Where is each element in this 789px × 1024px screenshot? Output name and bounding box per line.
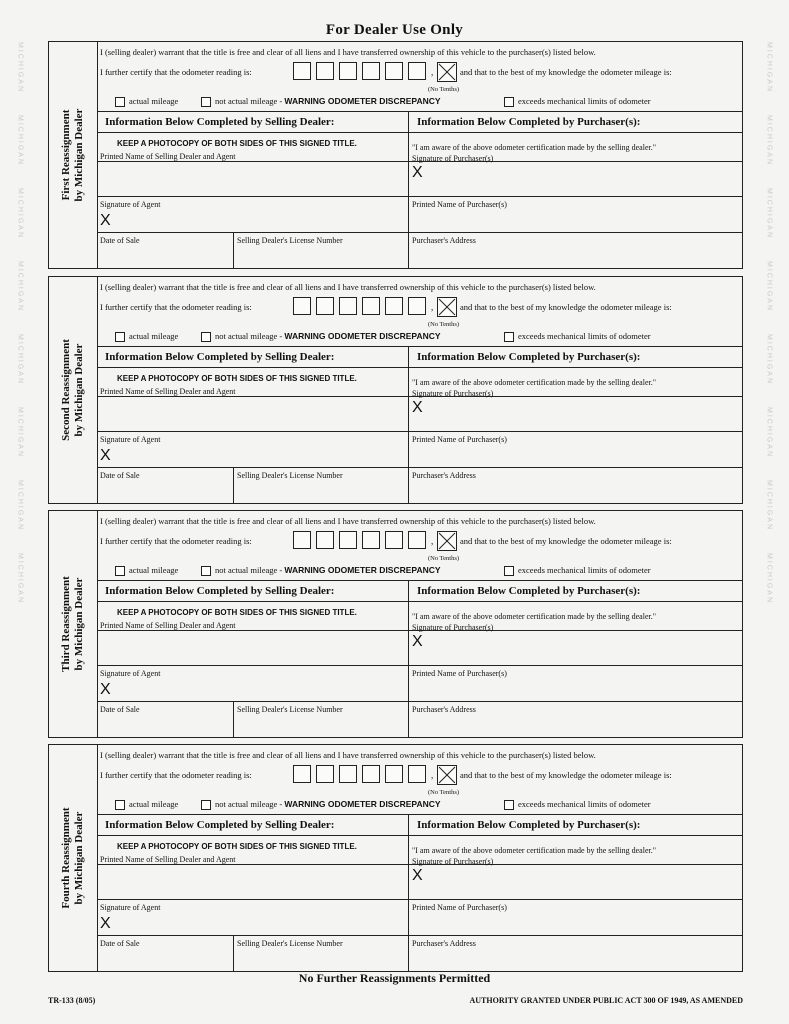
agent-signature-x: X xyxy=(100,915,111,932)
cross-icon xyxy=(438,63,456,81)
signature-purchaser-label: Signature of Purchaser(s) xyxy=(412,389,494,398)
odometer-digit-box[interactable] xyxy=(339,531,357,549)
form-number: TR-133 (8/05) xyxy=(48,996,96,1005)
license-number-label: Selling Dealer's License Number xyxy=(237,471,343,480)
odometer-digit-box[interactable] xyxy=(316,765,334,783)
odometer-label: I further certify that the odometer reading is: xyxy=(100,302,252,312)
purchaser-awareness-statement: "I am aware of the above odometer certification made by the selling dealer." xyxy=(412,378,656,387)
printed-name-dealer-label: Printed Name of Selling Dealer and Agent xyxy=(100,387,236,396)
signature-agent-label: Signature of Agent xyxy=(100,903,161,912)
odometer-statement-end: and that to the best of my knowledge the odometer mileage is: xyxy=(460,302,672,312)
info-grid xyxy=(97,814,742,971)
authority-statement: AUTHORITY GRANTED UNDER PUBLIC ACT 300 OF 1949, AS AMENDED xyxy=(469,996,743,1005)
date-of-sale-label: Date of Sale xyxy=(100,236,140,245)
odometer-row: I further certify that the odometer reading is: , and that to the best of my knowledge the odometer mileage is: xyxy=(100,62,740,84)
reassignment-section xyxy=(48,510,743,738)
odometer-digit-box[interactable] xyxy=(339,765,357,783)
section-label-line1: Fourth Reassignment xyxy=(60,807,72,909)
section-label-line1: First Reassignment xyxy=(60,109,72,201)
odometer-digit-box[interactable] xyxy=(293,765,311,783)
odometer-warning: WARNING ODOMETER DISCREPANCY xyxy=(284,565,441,575)
odometer-digit-box[interactable] xyxy=(408,531,426,549)
not-actual-mileage-label: not actual mileage - xyxy=(215,331,283,341)
info-grid xyxy=(97,346,742,503)
reassignment-section xyxy=(48,744,743,972)
odometer-digit-box[interactable] xyxy=(408,62,426,80)
info-grid xyxy=(97,580,742,737)
no-further-reassignments: No Further Reassignments Permitted xyxy=(298,971,491,985)
odometer-row: I further certify that the odometer reading is: , and that to the best of my knowledge the odometer mileage is: xyxy=(100,765,740,787)
agent-signature-x: X xyxy=(100,681,111,698)
no-tenths-note: (No Tenths) xyxy=(428,789,460,796)
purchaser-address-label: Purchaser's Address xyxy=(412,471,476,480)
watermark-word: MICHIGAN xyxy=(16,115,24,166)
purchaser-awareness-statement: "I am aware of the above odometer certification made by the selling dealer." xyxy=(412,846,656,855)
signature-purchaser-label: Signature of Purchaser(s) xyxy=(412,623,494,632)
odometer-digit-box[interactable] xyxy=(385,62,403,80)
warranty-statement: I (selling dealer) warrant that the title is free and clear of all liens and I have transferred ownership of this vehicle to the purchaser(s) listed below. xyxy=(100,47,596,57)
exceeds-limits-label: exceeds mechanical limits of odometer xyxy=(518,799,651,809)
odometer-statement-end: and that to the best of my knowledge the odometer mileage is: xyxy=(460,770,672,780)
license-number-label: Selling Dealer's License Number xyxy=(237,939,343,948)
exceeds-limits-label: exceeds mechanical limits of odometer xyxy=(518,331,651,341)
photocopy-notice: KEEP A PHOTOCOPY OF BOTH SIDES OF THIS SIGNED TITLE. xyxy=(117,608,357,617)
section-label-line1: Third Reassignment xyxy=(60,576,72,672)
odometer-warning: WARNING ODOMETER DISCREPANCY xyxy=(284,331,441,341)
not-actual-mileage-checkbox[interactable] xyxy=(201,800,211,810)
date-of-sale-label: Date of Sale xyxy=(100,939,140,948)
not-actual-mileage-label: not actual mileage - xyxy=(215,799,283,809)
license-number-label: Selling Dealer's License Number xyxy=(237,705,343,714)
purchaser-section-header: Information Below Completed by Purchaser(s): xyxy=(417,351,641,363)
printed-name-dealer-label: Printed Name of Selling Dealer and Agent xyxy=(100,621,236,630)
section-label xyxy=(49,511,98,737)
seller-section-header: Information Below Completed by Selling Dealer: xyxy=(105,116,335,128)
signature-agent-label: Signature of Agent xyxy=(100,669,161,678)
odometer-digit-box[interactable] xyxy=(339,62,357,80)
printed-name-purchaser-label: Printed Name of Purchaser(s) xyxy=(412,200,507,209)
odometer-label: I further certify that the odometer reading is: xyxy=(100,536,252,546)
odometer-digit-box[interactable] xyxy=(316,62,334,80)
watermark-word: MICHIGAN xyxy=(16,553,24,604)
watermark-word: MICHIGAN xyxy=(765,42,773,93)
date-of-sale-label: Date of Sale xyxy=(100,471,140,480)
odometer-label: I further certify that the odometer reading is: xyxy=(100,770,252,780)
not-actual-mileage-checkbox[interactable] xyxy=(201,332,211,342)
tenths-box-crossed xyxy=(437,531,457,551)
no-tenths-note: (No Tenths) xyxy=(428,321,460,328)
watermark-word: MICHIGAN xyxy=(765,188,773,239)
reassignment-section xyxy=(48,276,743,504)
odometer-digit-box[interactable] xyxy=(316,297,334,315)
actual-mileage-checkbox[interactable] xyxy=(115,800,125,810)
signature-agent-label: Signature of Agent xyxy=(100,200,161,209)
watermark-word: MICHIGAN xyxy=(765,553,773,604)
printed-name-dealer-label: Printed Name of Selling Dealer and Agent xyxy=(100,152,236,161)
exceeds-limits-checkbox[interactable] xyxy=(504,97,514,107)
page-title: For Dealer Use Only xyxy=(325,22,464,38)
seller-section-header: Information Below Completed by Selling Dealer: xyxy=(105,351,335,363)
tenths-box-crossed xyxy=(437,62,457,82)
purchaser-signature-x: X xyxy=(412,633,423,650)
printed-name-purchaser-label: Printed Name of Purchaser(s) xyxy=(412,669,507,678)
seller-section-header: Information Below Completed by Selling Dealer: xyxy=(105,819,335,831)
warranty-statement: I (selling dealer) warrant that the title is free and clear of all liens and I have transferred ownership of this vehicle to the purchaser(s) listed below. xyxy=(100,516,596,526)
actual-mileage-checkbox[interactable] xyxy=(115,566,125,576)
section-label xyxy=(49,277,98,503)
purchaser-section-header: Information Below Completed by Purchaser(s): xyxy=(417,819,641,831)
tenths-box-crossed xyxy=(437,297,457,317)
watermark-word: MICHIGAN xyxy=(16,42,24,93)
odometer-statement-end: and that to the best of my knowledge the odometer mileage is: xyxy=(460,536,672,546)
odometer-digit-box[interactable] xyxy=(362,531,380,549)
odometer-digit-box[interactable] xyxy=(385,297,403,315)
actual-mileage-checkbox[interactable] xyxy=(115,332,125,342)
odometer-digit-box[interactable] xyxy=(385,531,403,549)
purchaser-awareness-statement: "I am aware of the above odometer certification made by the selling dealer." xyxy=(412,143,656,152)
watermark-word: MICHIGAN xyxy=(765,334,773,385)
odometer-digit-box[interactable] xyxy=(316,531,334,549)
actual-mileage-label: actual mileage xyxy=(129,565,179,575)
no-tenths-note: (No Tenths) xyxy=(428,555,460,562)
cross-icon xyxy=(438,766,456,784)
left-watermark-strip xyxy=(0,20,40,984)
odometer-digit-box[interactable] xyxy=(408,765,426,783)
odometer-statement-end: and that to the best of my knowledge the odometer mileage is: xyxy=(460,67,672,77)
purchaser-section-header: Information Below Completed by Purchaser(s): xyxy=(417,116,641,128)
seller-section-header: Information Below Completed by Selling Dealer: xyxy=(105,585,335,597)
odometer-digit-box[interactable] xyxy=(385,765,403,783)
signature-purchaser-label: Signature of Purchaser(s) xyxy=(412,857,494,866)
odometer-row: I further certify that the odometer reading is: , and that to the best of my knowledge the odometer mileage is: xyxy=(100,531,740,553)
actual-mileage-label: actual mileage xyxy=(129,331,179,341)
odometer-digit-box[interactable] xyxy=(293,531,311,549)
section-label-line2: by Michigan Dealer xyxy=(73,108,85,202)
signature-purchaser-label: Signature of Purchaser(s) xyxy=(412,154,494,163)
odometer-digit-box[interactable] xyxy=(293,62,311,80)
purchaser-signature-x: X xyxy=(412,164,423,181)
odometer-digit-box[interactable] xyxy=(408,297,426,315)
printed-name-purchaser-label: Printed Name of Purchaser(s) xyxy=(412,903,507,912)
exceeds-limits-checkbox[interactable] xyxy=(504,800,514,810)
section-label xyxy=(49,745,98,971)
odometer-label: I further certify that the odometer reading is: xyxy=(100,67,252,77)
odometer-digit-box[interactable] xyxy=(293,297,311,315)
agent-signature-x: X xyxy=(100,212,111,229)
date-of-sale-label: Date of Sale xyxy=(100,705,140,714)
section-label-line2: by Michigan Dealer xyxy=(73,343,85,437)
actual-mileage-label: actual mileage xyxy=(129,96,179,106)
cross-icon xyxy=(438,532,456,550)
odometer-warning: WARNING ODOMETER DISCREPANCY xyxy=(284,799,441,809)
warranty-statement: I (selling dealer) warrant that the title is free and clear of all liens and I have transferred ownership of this vehicle to the purchaser(s) listed below. xyxy=(100,750,596,760)
section-label-line2: by Michigan Dealer xyxy=(73,811,85,905)
watermark-word: MICHIGAN xyxy=(16,261,24,312)
purchaser-awareness-statement: "I am aware of the above odometer certification made by the selling dealer." xyxy=(412,612,656,621)
watermark-word: MICHIGAN xyxy=(16,188,24,239)
watermark-word: MICHIGAN xyxy=(765,407,773,458)
purchaser-section-header: Information Below Completed by Purchaser(s): xyxy=(417,585,641,597)
photocopy-notice: KEEP A PHOTOCOPY OF BOTH SIDES OF THIS SIGNED TITLE. xyxy=(117,842,357,851)
no-tenths-note: (No Tenths) xyxy=(428,86,460,93)
section-label-line1: Second Reassignment xyxy=(60,339,72,441)
not-actual-mileage-checkbox[interactable] xyxy=(201,566,211,576)
watermark-word: MICHIGAN xyxy=(16,480,24,531)
odometer-warning: WARNING ODOMETER DISCREPANCY xyxy=(284,96,441,106)
watermark-word: MICHIGAN xyxy=(765,261,773,312)
exceeds-limits-label: exceeds mechanical limits of odometer xyxy=(518,96,651,106)
watermark-word: MICHIGAN xyxy=(16,334,24,385)
odometer-digit-box[interactable] xyxy=(362,765,380,783)
watermark-word: MICHIGAN xyxy=(16,407,24,458)
signature-agent-label: Signature of Agent xyxy=(100,435,161,444)
not-actual-mileage-label: not actual mileage - xyxy=(215,96,283,106)
info-grid xyxy=(97,111,742,268)
odometer-row: I further certify that the odometer reading is: , and that to the best of my knowledge the odometer mileage is: xyxy=(100,297,740,319)
section-label-line2: by Michigan Dealer xyxy=(73,577,85,671)
license-number-label: Selling Dealer's License Number xyxy=(237,236,343,245)
printed-name-purchaser-label: Printed Name of Purchaser(s) xyxy=(412,435,507,444)
watermark-word: MICHIGAN xyxy=(765,115,773,166)
actual-mileage-checkbox[interactable] xyxy=(115,97,125,107)
purchaser-signature-x: X xyxy=(412,867,423,884)
agent-signature-x: X xyxy=(100,447,111,464)
not-actual-mileage-checkbox[interactable] xyxy=(201,97,211,107)
exceeds-limits-label: exceeds mechanical limits of odometer xyxy=(518,565,651,575)
purchaser-signature-x: X xyxy=(412,399,423,416)
watermark-word: MICHIGAN xyxy=(765,480,773,531)
photocopy-notice: KEEP A PHOTOCOPY OF BOTH SIDES OF THIS SIGNED TITLE. xyxy=(117,374,357,383)
cross-icon xyxy=(438,298,456,316)
tenths-box-crossed xyxy=(437,765,457,785)
warranty-statement: I (selling dealer) warrant that the title is free and clear of all liens and I have transferred ownership of this vehicle to the purchaser(s) listed below. xyxy=(100,282,596,292)
actual-mileage-label: actual mileage xyxy=(129,799,179,809)
exceeds-limits-checkbox[interactable] xyxy=(504,332,514,342)
odometer-digit-box[interactable] xyxy=(362,62,380,80)
purchaser-address-label: Purchaser's Address xyxy=(412,705,476,714)
purchaser-address-label: Purchaser's Address xyxy=(412,939,476,948)
odometer-digit-box[interactable] xyxy=(339,297,357,315)
section-label xyxy=(49,42,98,268)
odometer-digit-box[interactable] xyxy=(362,297,380,315)
reassignment-section xyxy=(48,41,743,269)
printed-name-dealer-label: Printed Name of Selling Dealer and Agent xyxy=(100,855,236,864)
purchaser-address-label: Purchaser's Address xyxy=(412,236,476,245)
photocopy-notice: KEEP A PHOTOCOPY OF BOTH SIDES OF THIS SIGNED TITLE. xyxy=(117,139,357,148)
right-watermark-strip xyxy=(749,20,789,984)
exceeds-limits-checkbox[interactable] xyxy=(504,566,514,576)
not-actual-mileage-label: not actual mileage - xyxy=(215,565,283,575)
